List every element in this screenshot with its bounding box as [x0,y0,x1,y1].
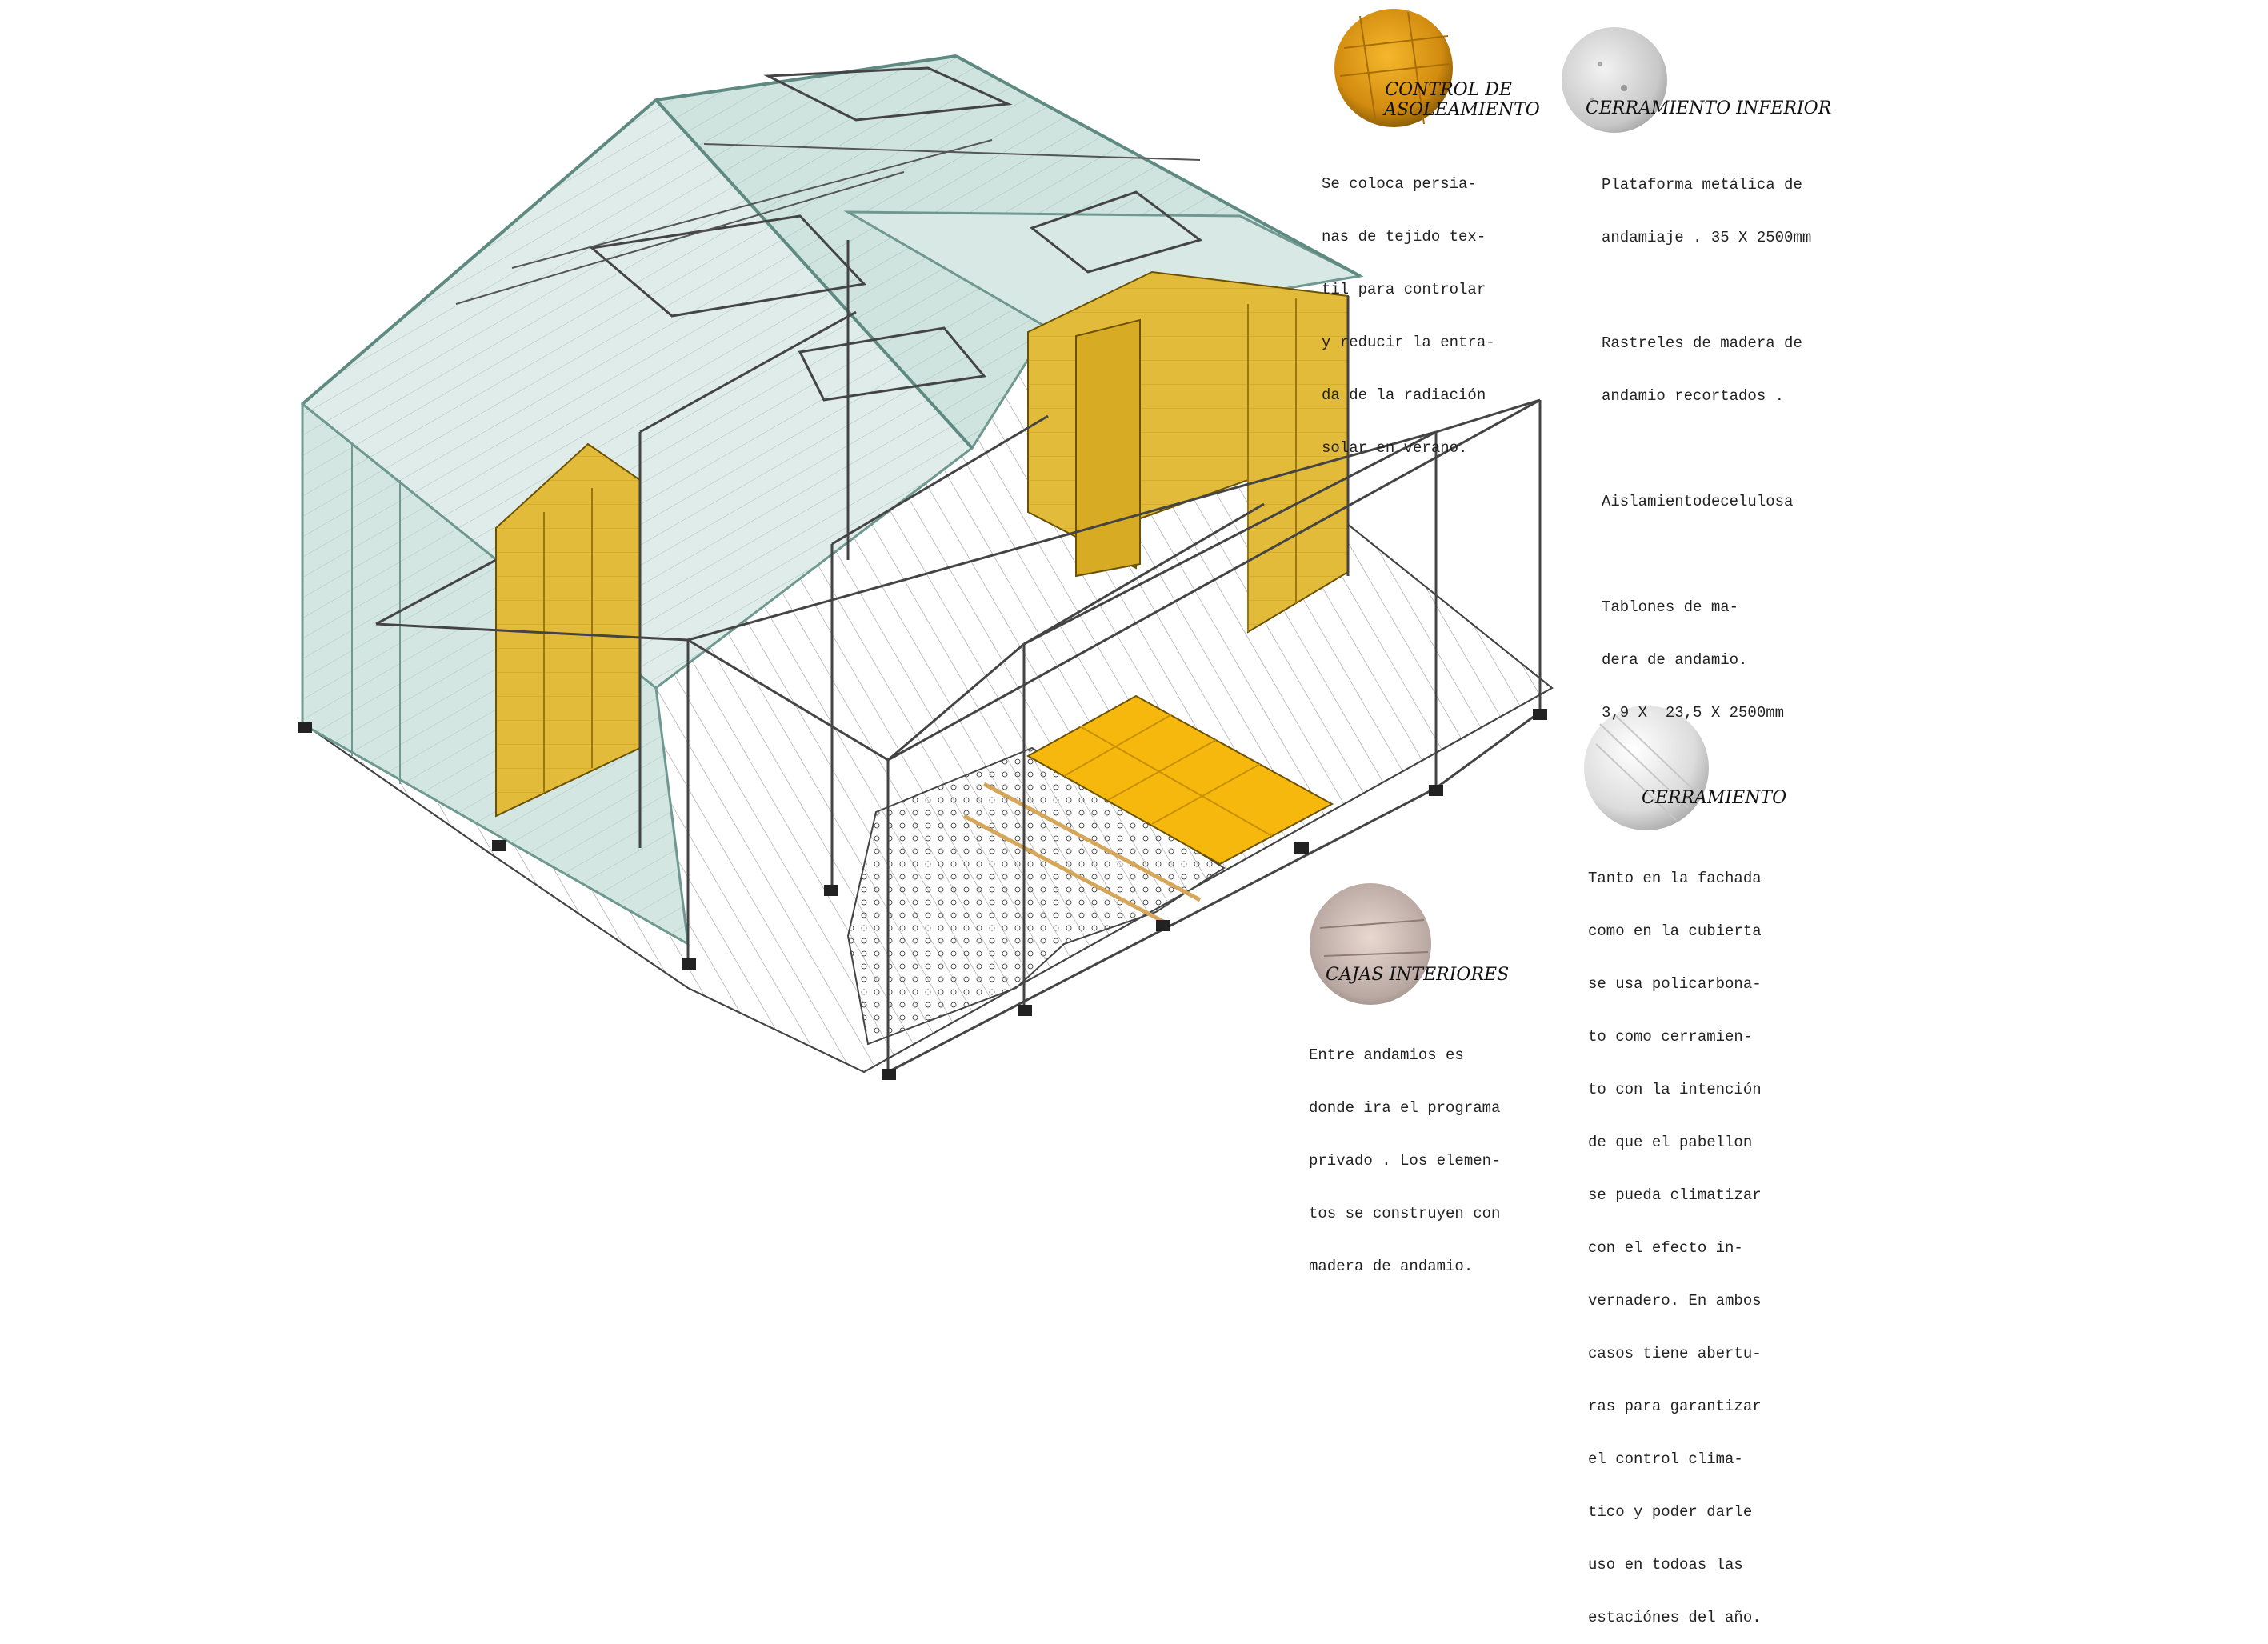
control-title-line-1: CONTROL DE [1385,80,1512,100]
control-line: solar en verano. [1322,439,1468,457]
cajas-title: CAJAS INTERIORES [1326,965,1510,985]
cajas-line: privado . Los elemen- [1309,1152,1501,1170]
control-line: Se coloca persia- [1322,175,1477,193]
cerramiento-line: estaciónes del año. [1588,1609,1762,1626]
inferior-line: andamio recortados . [1602,387,1785,405]
cerramiento-line: ras para garantizar [1588,1398,1762,1415]
inferior-line [1602,546,1811,563]
cerramiento-line: to como cerramien- [1588,1028,1753,1046]
swatch-cajas [1310,883,1431,1005]
control-title-line-2: ASOLEAMIENTO [1384,100,1540,120]
inferior-line: andamiaje . 35 X 2500mm [1602,229,1812,246]
cerramiento-title: CERRAMIENTO [1642,788,1787,808]
cajas-line: Entre andamios es [1309,1046,1464,1064]
cerramiento-line: con el efecto in- [1588,1239,1743,1257]
inferior-line [1602,440,1811,458]
cerramiento-description [1588,834,1762,1644]
cerramiento-line: se pueda climatizar [1588,1186,1762,1204]
cerramiento-inferior-title: CERRAMIENTO INFERIOR [1586,98,1832,118]
cerramiento-inferior-description [1602,141,1811,739]
inferior-line [1602,282,1811,299]
cajas-line: donde ira el programa [1309,1099,1501,1117]
control-line: y reducir la entra- [1322,334,1495,351]
cerramiento-line: Tanto en la fachada [1588,870,1762,887]
cerramiento-line: se usa policarbona- [1588,975,1762,993]
cerramiento-line: to con la intención [1588,1081,1762,1098]
inferior-line: Aislamientodecelulosa [1602,493,1794,510]
cerramiento-line: como en la cubierta [1588,922,1762,940]
cajas-description [1309,1011,1500,1293]
inferior-line: Tablones de ma- [1602,598,1739,616]
cerramiento-line: uso en todoas las [1588,1556,1743,1574]
inferior-line: Rastreles de madera de [1602,334,1802,352]
cajas-line: madera de andamio. [1309,1258,1474,1275]
inferior-line: 3,9 X 23,5 X 2500mm [1602,704,1785,722]
cerramiento-line: el control clima- [1588,1450,1743,1468]
control-title [1384,80,1540,120]
control-line: da de la radiación [1322,386,1486,404]
control-line: nas de tejido tex- [1322,228,1486,246]
control-description [1322,140,1506,474]
inferior-line: Plataforma metálica de [1602,176,1802,194]
cerramiento-line: de que el pabellon [1588,1134,1753,1151]
inferior-line: dera de andamio. [1602,651,1748,669]
cajas-line: tos se construyen con [1309,1205,1501,1222]
cerramiento-line: casos tiene abertu- [1588,1345,1762,1362]
cerramiento-line: tico y poder darle [1588,1503,1753,1521]
control-line: til para controlar [1322,281,1486,298]
cerramiento-line: vernadero. En ambos [1588,1292,1762,1310]
